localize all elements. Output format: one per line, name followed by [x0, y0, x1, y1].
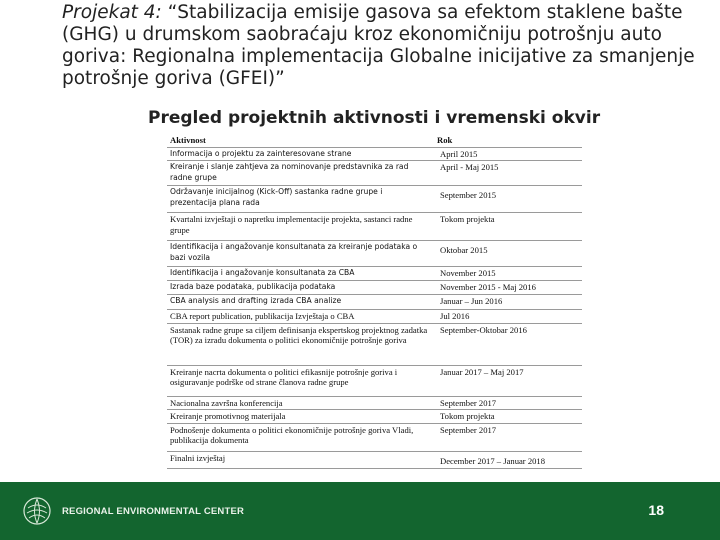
table-row — [167, 147, 582, 161]
activity-cell: Nacionalna završna konferencija — [167, 396, 434, 410]
activity-cell: CBA analysis and drafting izrada CBA analize — [167, 295, 434, 310]
table-row — [167, 186, 582, 213]
activity-cell: Kvartalni izvještaji o napretku implementacije projekta, sastanci radne grupe — [167, 213, 434, 241]
table-row — [167, 267, 582, 281]
deadline-cell: April 2015 — [434, 147, 582, 161]
table-row — [167, 365, 582, 396]
deadline-cell: November 2015 - Maj 2016 — [434, 281, 582, 295]
table-row — [167, 396, 582, 410]
table-row — [167, 241, 582, 267]
table-row — [167, 213, 582, 241]
deadline-cell: September 2017 — [434, 423, 582, 451]
deadline-cell: Januar – Jun 2016 — [434, 295, 582, 310]
activity-cell: Kreiranje promotivnog materijala — [167, 410, 434, 424]
activity-cell: Identifikacija i angažovanje konsultanata za kreiranje podataka o bazi vozila — [167, 241, 434, 267]
table-row — [167, 295, 582, 310]
table-row — [167, 410, 582, 424]
activity-cell: Kreiranje i slanje zahtjeva za nominovanje predstavnika za rad radne grupe — [167, 161, 434, 186]
activity-cell: Identifikacija i angažovanje konsultanata za CBA — [167, 267, 434, 281]
slide-subtitle: Pregled projektnih aktivnosti i vremenski okvir — [148, 108, 601, 128]
rec-globe-logo-icon — [22, 496, 52, 526]
deadline-cell: September 2017 — [434, 396, 582, 410]
deadline-cell: Oktobar 2015 — [434, 241, 582, 267]
table-row — [167, 161, 582, 186]
deadline-cell: April - Maj 2015 — [434, 161, 582, 186]
activity-cell: Podnošenje dokumenta o politici ekonomičnije potrošnje goriva Vladi, publikacija dokumenta — [167, 423, 434, 451]
table-row — [167, 281, 582, 295]
deadline-cell: September-Oktobar 2016 — [434, 323, 582, 365]
deadline-cell: December 2017 – Januar 2018 — [434, 451, 582, 468]
activity-cell: Informacija o projektu za zainteresovane strane — [167, 147, 434, 161]
organization-name: REGIONAL ENVIRONMENTAL CENTER — [62, 506, 245, 517]
activity-cell: Održavanje inicijalnog (Kick-Off) sastanka radne grupe i prezentacija plana rada — [167, 186, 434, 213]
deadline-cell: November 2015 — [434, 267, 582, 281]
activity-cell: Izrada baze podataka, publikacija podataka — [167, 281, 434, 295]
deadline-cell: Tokom projekta — [434, 410, 582, 424]
slide-title — [62, 2, 712, 90]
deadline-cell: Tokom projekta — [434, 213, 582, 241]
activity-cell: Sastanak radne grupe sa ciljem definisanja ekspertskog projektnog zadatka (TOR) za izradu dokumenta o politici ekonomičnije potrošnje goriva — [167, 323, 434, 365]
table-row — [167, 423, 582, 451]
deadline-cell: Jul 2016 — [434, 310, 582, 324]
slide-title-rest: “Stabilizacija emisije gasova sa efektom staklene bašte (GHG) u drumskom saobraćaju kroz ekonomičniju potrošnju auto goriva: Regionalna implementacija Globalne inicijative za smanjenje potrošnje goriva (GFEI)” — [62, 2, 695, 89]
header-activity: Aktivnost — [167, 134, 434, 147]
table-header-row — [167, 134, 582, 147]
footer-bar — [0, 482, 720, 540]
table-row — [167, 451, 582, 468]
activity-timeline-table — [167, 134, 582, 469]
deadline-cell: Januar 2017 – Maj 2017 — [434, 365, 582, 396]
header-deadline: Rok — [434, 134, 582, 147]
activity-cell: Finalni izvještaj — [167, 451, 434, 468]
table-row — [167, 310, 582, 324]
activity-cell: Kreiranje nacrta dokumenta o politici efikasnije potrošnje goriva i osiguravanje podrške od strane članova radne grupe — [167, 365, 434, 396]
slide-title-lead: Projekat 4: — [62, 2, 162, 23]
page-number: 18 — [648, 502, 664, 518]
deadline-cell: September 2015 — [434, 186, 582, 213]
activity-cell: CBA report publication, publikacija Izvještaja o CBA — [167, 310, 434, 324]
table-row — [167, 323, 582, 365]
